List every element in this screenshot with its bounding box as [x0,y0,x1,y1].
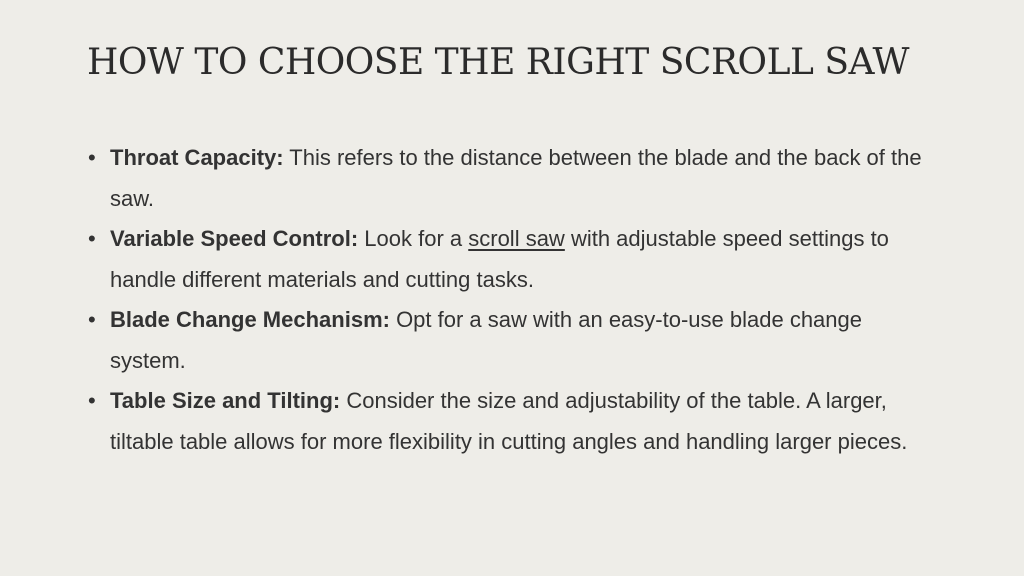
bullet-term: Variable Speed Control: [110,226,359,251]
bullet-text: This refers to the distance between the blade and the back of the saw. [110,145,922,211]
bullet-blade-change-mechanism [88,300,928,381]
bullet-throat-capacity [88,138,928,219]
bullet-text: Consider the size and adjustability of the table. A larger, tiltable table allows for more flexibility in cutting angles and handling larger pieces. [110,388,908,454]
bullet-marker: • [88,226,96,251]
bullet-term: Throat Capacity: [110,145,284,170]
bullet-marker: • [88,307,96,332]
bullet-marker: • [88,145,96,170]
slide-title: HOW TO CHOOSE THE RIGHT SCROLL SAW [87,42,910,83]
scroll-saw-link[interactable]: scroll saw [468,226,565,251]
bullet-table-size-and-tilting [88,381,928,462]
bullet-marker: • [88,388,96,413]
bullet-term: Table Size and Tilting: [110,388,341,413]
bullet-term: Blade Change Mechanism: [110,307,390,332]
bullet-text: Opt for a saw with an easy-to-use blade change system. [110,307,862,373]
bullet-list [88,138,928,462]
bullet-text: Look for a [358,226,469,251]
bullet-variable-speed-control [88,219,928,300]
bullet-text: with adjustable speed settings to handle different materials and cutting tasks. [110,226,889,292]
